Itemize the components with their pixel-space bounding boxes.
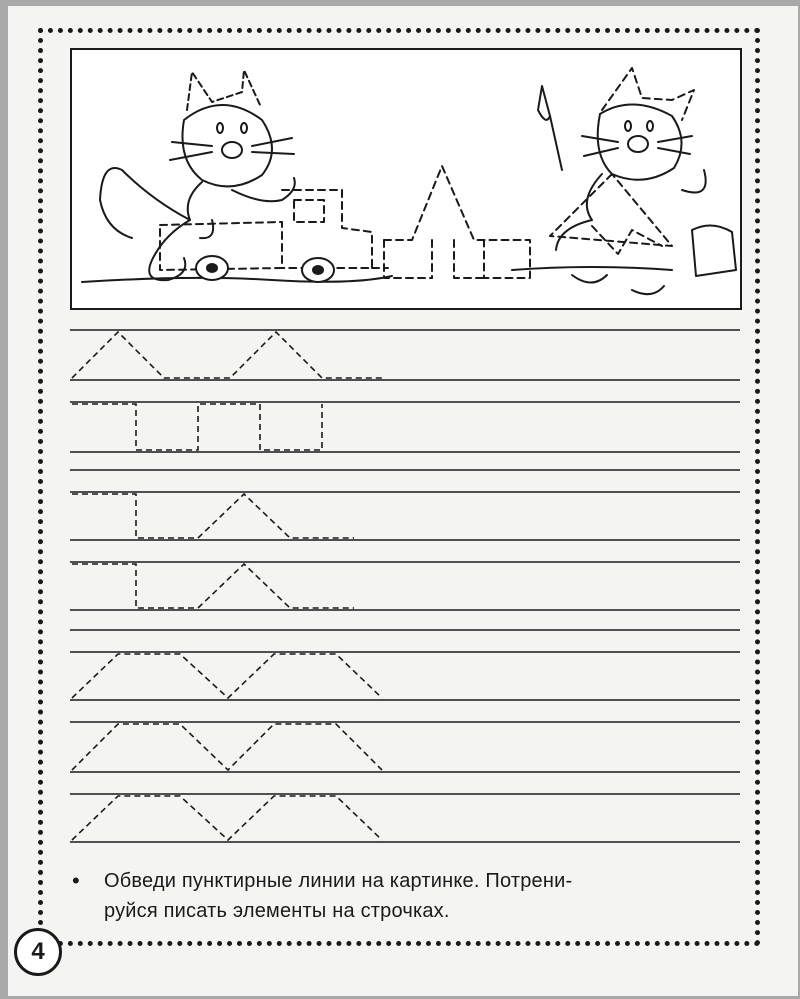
exercise-step-triangle-2	[72, 564, 354, 608]
exercise-trapezoid-3	[72, 796, 382, 840]
bullet-icon: •	[72, 868, 80, 893]
exercise-trapezoid-2	[72, 724, 382, 770]
exercise-square-wave	[72, 404, 322, 450]
page-number: 4	[14, 928, 62, 976]
exercise-trapezoid-1	[72, 654, 382, 698]
exercise-step-triangle-1	[72, 494, 354, 538]
instruction-line-2: руйся писать элементы на строчках.	[104, 900, 450, 922]
exercise-triangle-wave	[72, 332, 382, 378]
instruction-line-1: Обведи пунктирные линии на картинке. Потрени-	[104, 870, 573, 892]
instruction-text	[72, 866, 752, 926]
dashed-tracing-patterns	[72, 332, 382, 840]
